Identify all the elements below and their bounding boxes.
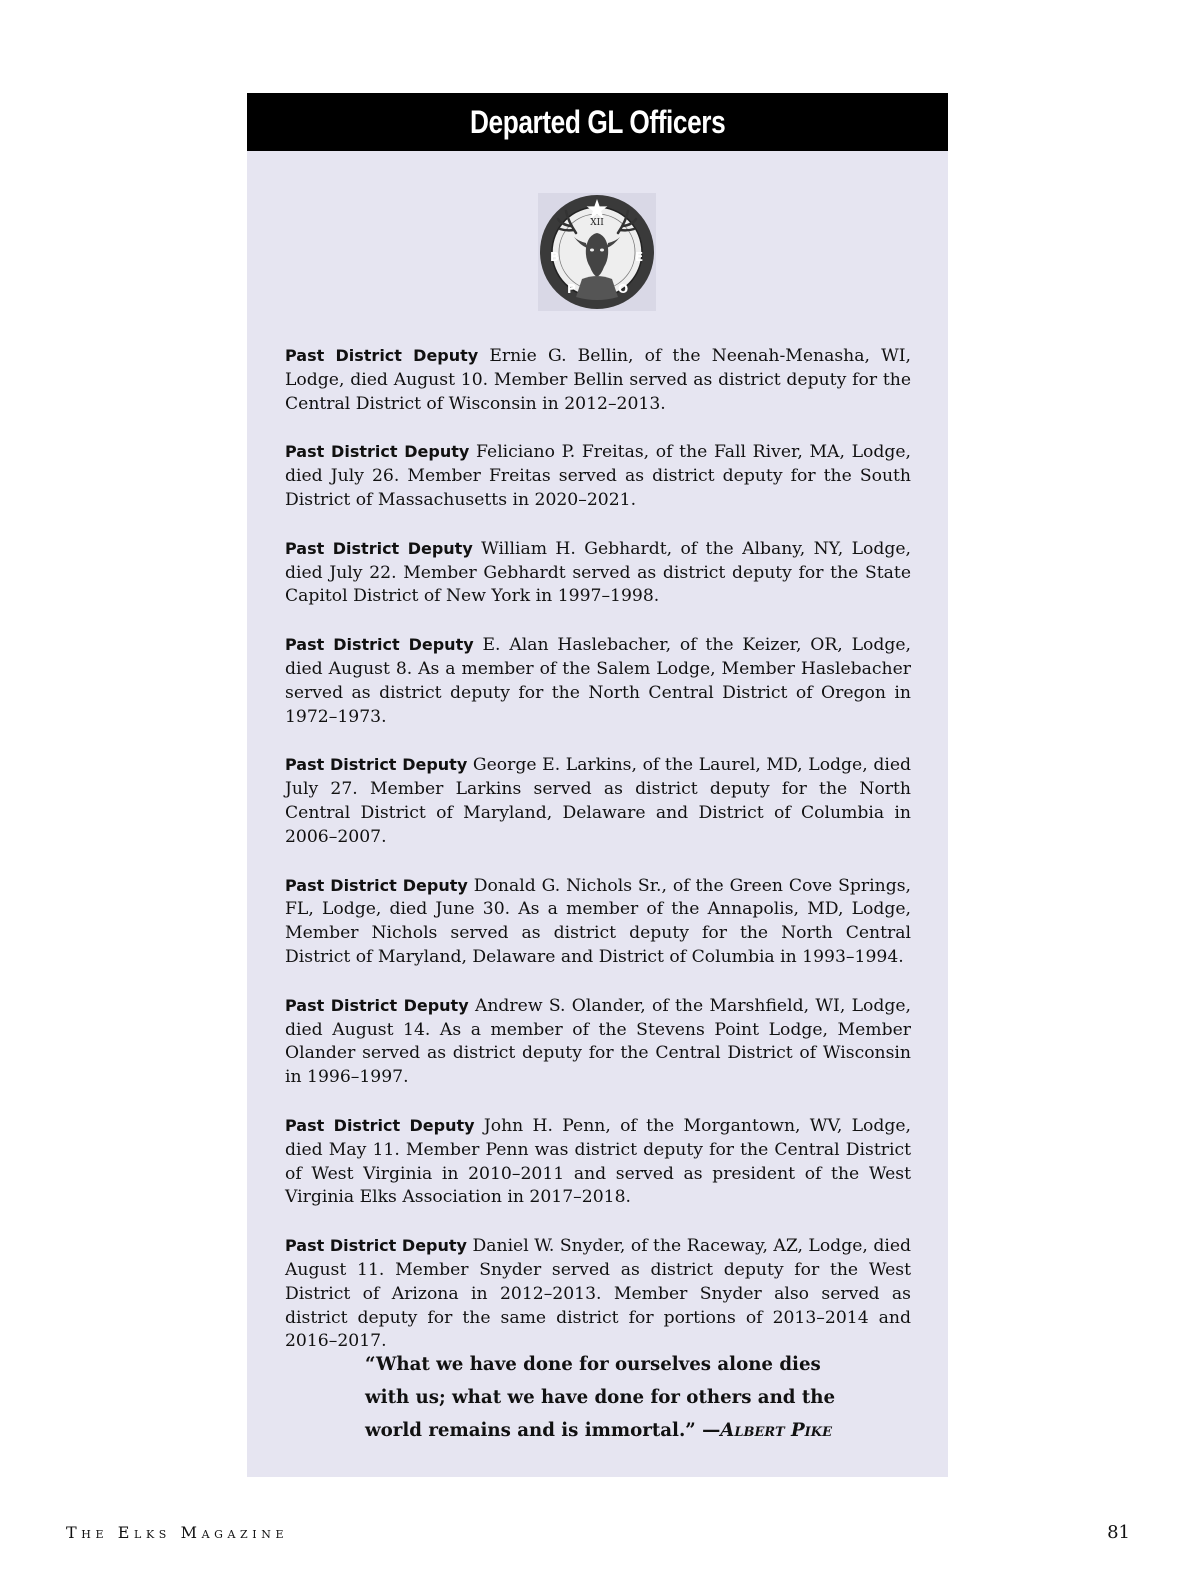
emblem-letter-e: E [635,250,644,264]
publication-name: The Elks Magazine [66,1523,289,1542]
obituary-entry [285,633,911,729]
entry-text: Ernie G. Bellin, of the Neenah-Menasha, WI, Lodge, died August 10. Member Bellin served as district deputy for the Central District of Wisconsin in 2012–2013. [285,346,911,414]
entry-text: Donald G. Nichols Sr., of the Green Cove Springs, FL, Lodge, died June 30. As a member of the Annapolis, MD, Lodge, Member Nichols served as district deputy for the North Central District of Maryland, Delaware and District of Columbia in 1993–1994. [285,875,911,967]
entry-text: William H. Gebhardt, of the Albany, NY, Lodge, died July 22. Member Gebhardt served as district deputy for the State Capitol District of New York in 1997–1998. [285,538,911,607]
entry-text: Andrew S. Olander, of the Marshfield, WI, Lodge, died August 14. As a member of the Stevens Point Lodge, Member Olander served as district deputy for the Central District of Wisconsin in 1996–1997. [285,995,912,1088]
entry-text: John H. Penn, of the Morgantown, WV, Lodge, died May 11. Member Penn was district deputy for the Central District of West Virginia in 2010–2011 and served as president of the West Virginia Elks Association in 2017–2018. [285,1115,911,1208]
clock-numeral-xii: XII [590,218,604,228]
obituary-entry [285,753,911,849]
elks-emblem-icon [538,193,656,311]
obituary-list [285,344,911,1378]
section-banner [247,93,948,151]
obituary-entry [285,874,911,970]
obituary-entry [285,994,911,1090]
quote-author: Albert Pike [720,1420,832,1441]
entry-rank: Past District Deputy [285,635,474,655]
emblem-letter-p: P [567,282,576,296]
emblem-letter-o: O [618,282,629,296]
entry-rank: Past District Deputy [285,538,473,558]
entry-rank: Past District Deputy [285,995,469,1015]
obituary-panel [247,93,948,1477]
obituary-entry [285,537,911,609]
entry-text: Daniel W. Snyder, of the Raceway, AZ, Lodge, died August 11. Member Snyder served as district deputy for the West District of Arizona in 2012–2013. Member Snyder also served as district deputy for the same district for portions of 2013–2014 and 2016–2017. [285,1236,911,1352]
closing-quote [365,1348,845,1447]
obituary-entry [285,440,911,512]
quote-text: “What we have done for ourselves alone dies with us; what we have done for others and the world remains and is immortal.” — [365,1354,836,1441]
section-title: Departed GL Officers [469,103,726,140]
entry-rank: Past District Deputy [285,755,468,775]
obituary-entry [285,1234,911,1354]
entry-rank: Past District Deputy [285,346,479,365]
entry-text: George E. Larkins, of the Laurel, MD, Lodge, died July 27. Member Larkins served as district deputy for the North Central District of Maryland, Delaware and District of Columbia in 2006–2007. [285,755,911,847]
entry-text: Feliciano P. Freitas, of the Fall River, MA, Lodge, died July 26. Member Freitas served as district deputy for the South District of Massachusetts in 2020–2021. [285,442,912,510]
entry-rank: Past District Deputy [285,442,470,462]
entry-text: E. Alan Haslebacher, of the Keizer, OR, Lodge, died August 8. As a member of the Salem Lodge, Member Haslebacher served as district deputy for the North Central District of Oregon in 1972–1973. [285,635,912,727]
obituary-entry [285,344,911,416]
entry-rank: Past District Deputy [285,1236,467,1256]
entry-rank: Past District Deputy [285,1115,475,1135]
entry-rank: Past District Deputy [285,875,468,895]
page-number: 81 [1107,1522,1130,1543]
obituary-entry [285,1114,911,1210]
emblem-letter-b: B [550,250,560,264]
